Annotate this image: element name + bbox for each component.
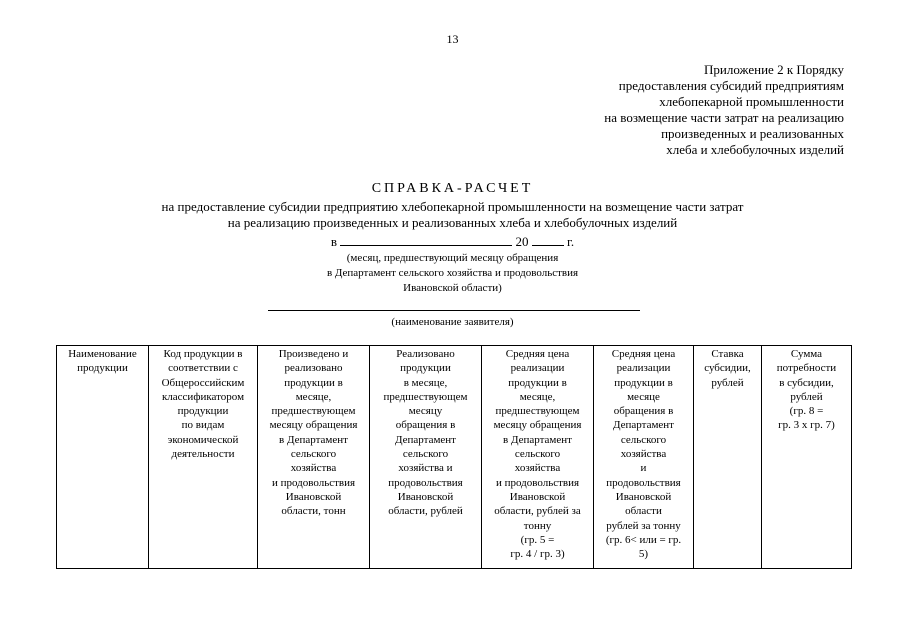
table-header-cell bbox=[370, 346, 482, 569]
header-text-line: продукции bbox=[400, 362, 451, 375]
header-text-line: Код продукции в bbox=[163, 348, 243, 360]
header-text-line: месяцу обращения bbox=[493, 419, 582, 432]
period-suffix: г. bbox=[567, 234, 575, 249]
header-text-line: обращения в bbox=[395, 419, 456, 432]
header-text-line: Реализовано bbox=[396, 348, 455, 360]
subtitle-line: на предоставление субсидии предприятию хлебопекарной промышленности на возмещение части затрат bbox=[161, 199, 744, 214]
table-header-cell bbox=[149, 346, 258, 569]
year-blank bbox=[532, 233, 564, 246]
document-subtitle bbox=[0, 199, 905, 231]
period-note bbox=[0, 251, 905, 296]
applicant-note: (наименование заявителя) bbox=[391, 316, 514, 328]
header-text-line: Ставка bbox=[711, 348, 744, 360]
header-text-line: продукции в bbox=[508, 376, 567, 389]
header-text-line: обращения в bbox=[613, 405, 674, 418]
header-text-line: продукции bbox=[77, 362, 128, 375]
header-text-line: Ивановской bbox=[615, 490, 672, 503]
header-text-line: области, тонн bbox=[281, 505, 346, 518]
table-header-cell bbox=[258, 346, 370, 569]
header-text-line: Произведено и bbox=[278, 348, 349, 360]
header-text-line: предшествующем bbox=[271, 405, 356, 418]
applicant-name-blank bbox=[268, 310, 640, 311]
appendix-header bbox=[524, 62, 844, 158]
header-text-line: продукции bbox=[177, 405, 229, 418]
header-text-line: сельского bbox=[402, 448, 449, 461]
header-text-line: соответствии с bbox=[168, 362, 238, 375]
period-note-line: (месяц, предшествующий месяцу обращения bbox=[346, 252, 559, 264]
appendix-line: хлеба и хлебобулочных изделий bbox=[666, 142, 844, 157]
header-text-line: Ивановской bbox=[509, 490, 566, 503]
table-header-cell bbox=[482, 346, 594, 569]
header-text-line: продукции в bbox=[614, 376, 673, 389]
header-text-line: Ивановской bbox=[285, 490, 342, 503]
header-text-line: рублей bbox=[711, 376, 744, 389]
appendix-line: Приложение 2 к Порядку bbox=[704, 62, 844, 77]
header-text-line: месяце, bbox=[295, 390, 332, 403]
header-text-line: гр. 3 х гр. 7) bbox=[778, 419, 835, 432]
header-text-line: месяцу bbox=[408, 405, 443, 418]
header-text-line: реализации bbox=[510, 362, 565, 375]
header-text-line: по видам bbox=[181, 419, 225, 432]
header-text-line: (гр. 6< или = гр. bbox=[605, 533, 682, 546]
header-text-line: Департамент bbox=[394, 433, 456, 446]
header-text-line: продовольствия bbox=[388, 476, 463, 489]
header-text-line: субсидии, bbox=[704, 362, 751, 375]
calculation-table bbox=[56, 345, 852, 569]
header-text-line: сельского bbox=[514, 448, 561, 461]
header-text-line: месяце bbox=[627, 390, 660, 403]
header-text-line: продукции в bbox=[284, 376, 343, 389]
header-text-line: и продовольствия bbox=[271, 476, 356, 489]
header-text-line: Средняя цена bbox=[505, 348, 570, 360]
header-text-line: сельского bbox=[620, 433, 667, 446]
header-text-line: Сумма bbox=[790, 348, 823, 360]
header-text-line: классификатором bbox=[161, 390, 245, 403]
header-text-line: месяцу обращения bbox=[269, 419, 358, 432]
header-text-line: в Департамент bbox=[279, 433, 348, 446]
header-text-line: Департамент bbox=[612, 419, 674, 432]
header-text-line: в месяце, bbox=[403, 376, 448, 389]
period-prefix: в bbox=[330, 234, 337, 249]
appendix-line: произведенных и реализованных bbox=[661, 126, 844, 141]
header-text-line: области, рублей bbox=[388, 505, 463, 518]
header-text-line: сельского bbox=[290, 448, 337, 461]
header-text-line: Средняя цена bbox=[611, 348, 676, 360]
header-text-line: Ивановской bbox=[397, 490, 454, 503]
header-text-line: и продовольствия bbox=[495, 476, 580, 489]
table-header-cell bbox=[762, 346, 852, 569]
header-text-line: области bbox=[625, 505, 662, 518]
period-note-line: в Департамент сельского хозяйства и продовольствия bbox=[326, 267, 579, 279]
header-text-line: и bbox=[640, 462, 647, 475]
period-year-prefix: 20 bbox=[515, 234, 529, 249]
page-number: 13 bbox=[446, 32, 459, 46]
header-text-line: реализации bbox=[616, 362, 671, 375]
header-text-line: предшествующем bbox=[495, 405, 580, 418]
table-header-cell bbox=[57, 346, 149, 569]
header-text-line: в субсидии, bbox=[779, 376, 834, 389]
header-text-line: предшествующем bbox=[383, 390, 468, 403]
table-header-cell bbox=[594, 346, 694, 569]
header-text-line: хозяйства и bbox=[398, 462, 453, 475]
appendix-line: на возмещение части затрат на реализацию bbox=[604, 110, 844, 125]
header-text-line: Общероссийским bbox=[161, 376, 245, 389]
header-text-line: рублей за тонну bbox=[606, 519, 681, 532]
header-text-line: (гр. 8 = bbox=[789, 405, 824, 418]
header-text-line: хозяйства bbox=[620, 448, 667, 461]
period-note-line: Ивановской области) bbox=[403, 282, 502, 294]
document-title: СПРАВКА-РАСЧЕТ bbox=[371, 181, 534, 196]
header-text-line: реализовано bbox=[284, 362, 343, 375]
header-text-line: экономической bbox=[167, 433, 239, 446]
header-text-line: рублей bbox=[790, 390, 823, 403]
period-line bbox=[0, 233, 905, 250]
table-header-cell bbox=[694, 346, 762, 569]
header-text-line: месяце, bbox=[519, 390, 556, 403]
header-text-line: хозяйства bbox=[514, 462, 561, 475]
appendix-line: хлебопекарной промышленности bbox=[659, 94, 844, 109]
header-text-line: 5) bbox=[638, 548, 649, 561]
header-text-line: хозяйства bbox=[290, 462, 337, 475]
header-text-line: продовольствия bbox=[606, 476, 681, 489]
header-text-line: деятельности bbox=[171, 448, 235, 461]
header-text-line: Наименование bbox=[68, 348, 137, 360]
subtitle-line: на реализацию произведенных и реализованных хлеба и хлебобулочных изделий bbox=[227, 215, 678, 230]
header-text-line: области, рублей за bbox=[494, 505, 581, 518]
table-header-row bbox=[57, 346, 852, 569]
header-text-line: в Департамент bbox=[503, 433, 572, 446]
header-text-line: потребности bbox=[776, 362, 837, 375]
appendix-line: предоставления субсидий предприятиям bbox=[618, 78, 844, 93]
header-text-line: гр. 4 / гр. 3) bbox=[510, 548, 565, 561]
month-blank bbox=[340, 233, 512, 246]
header-text-line: тонну bbox=[523, 519, 552, 532]
header-text-line: (гр. 5 = bbox=[520, 533, 555, 546]
